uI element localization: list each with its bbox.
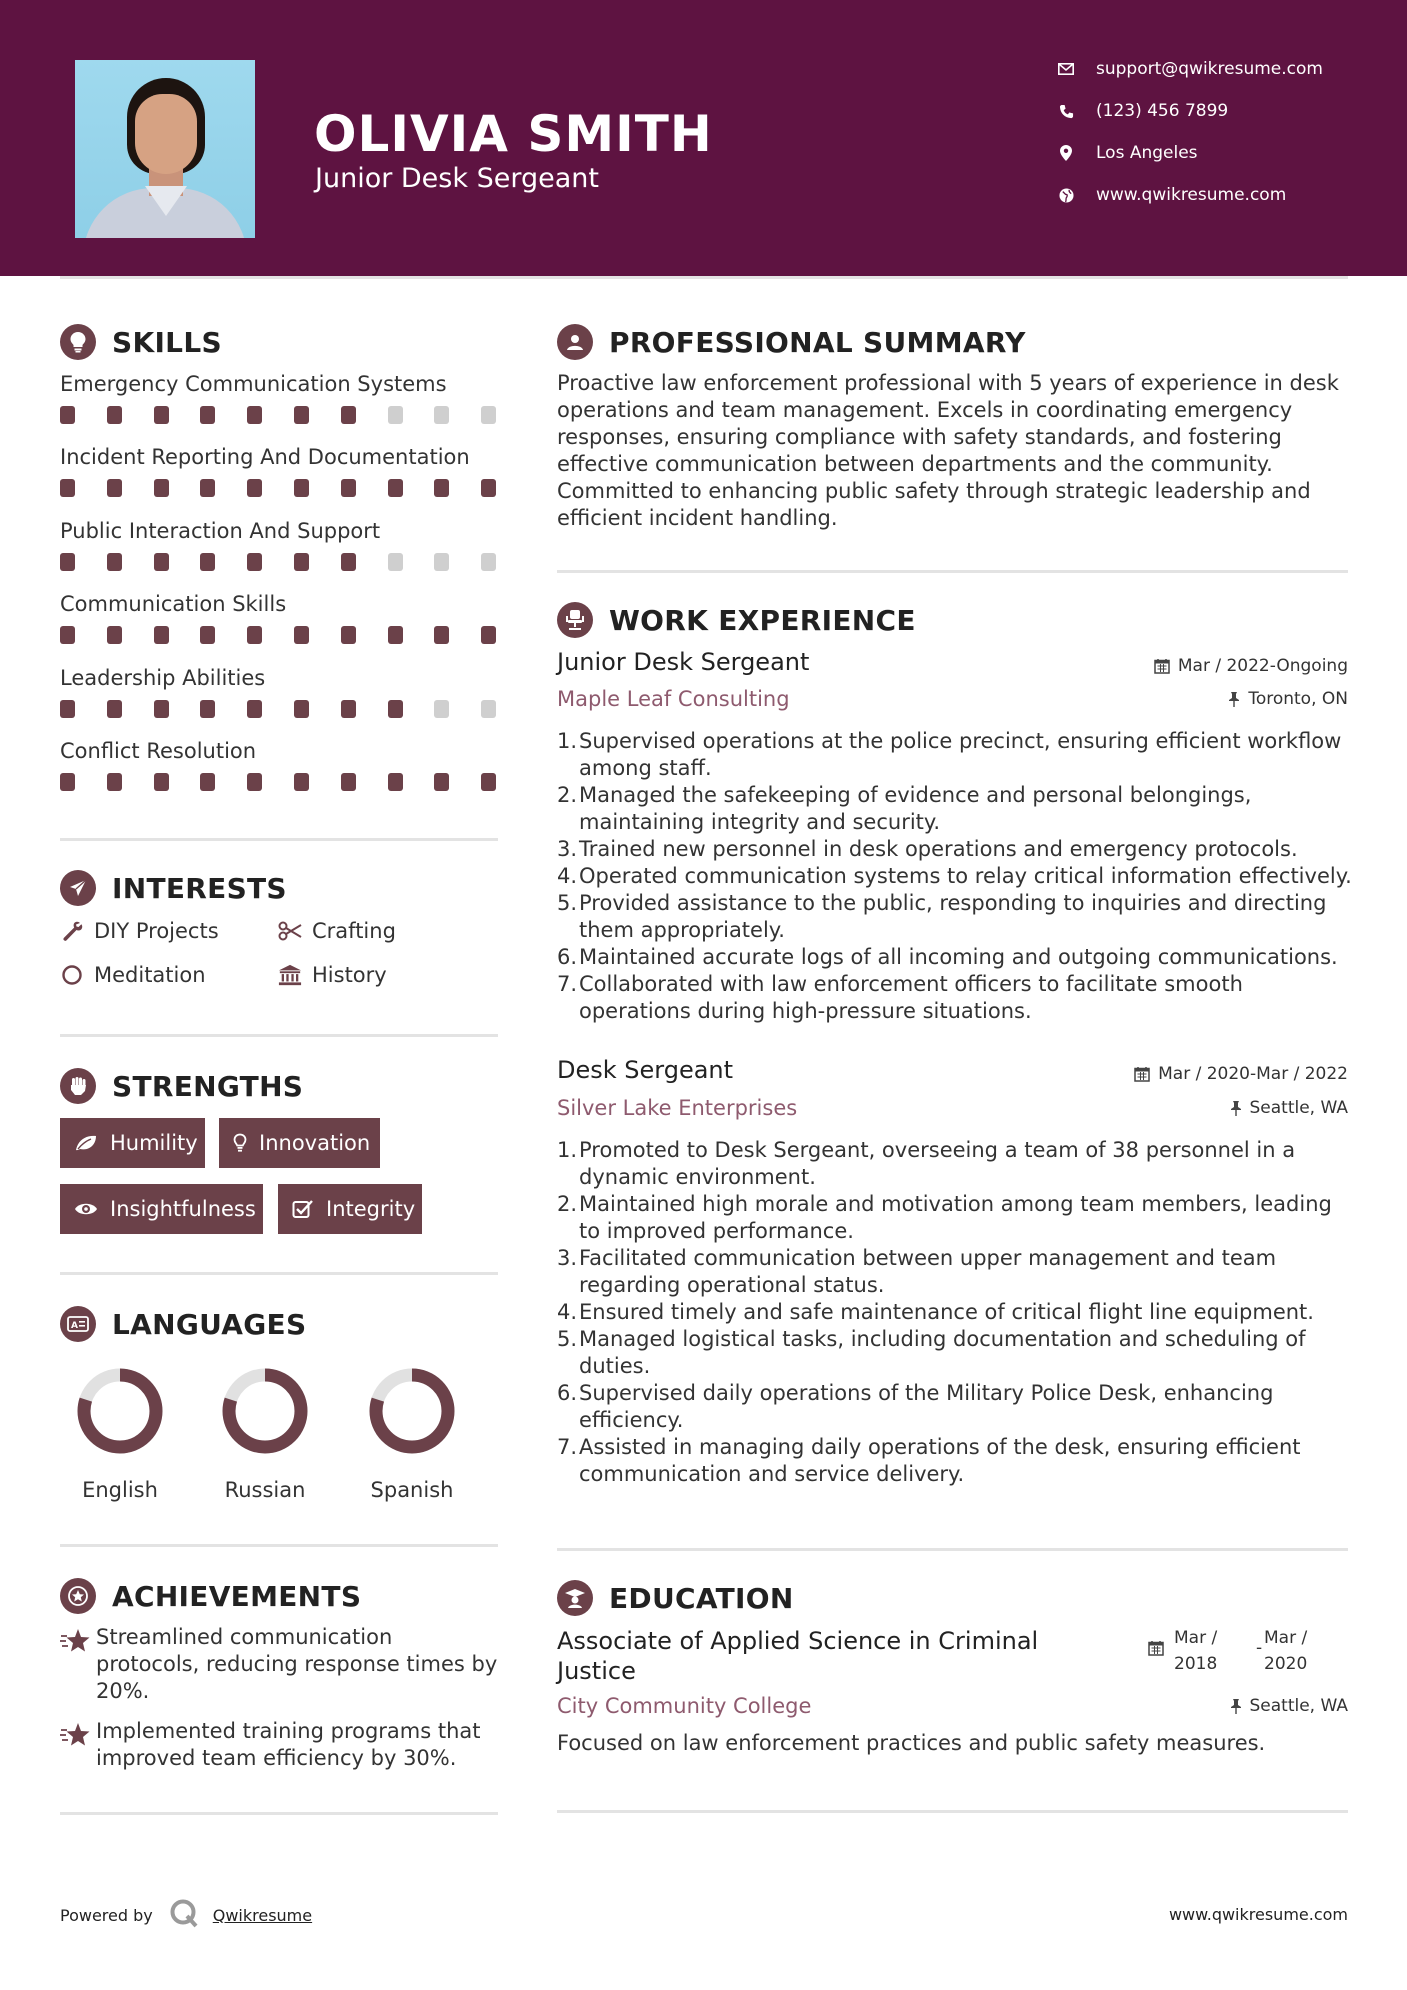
job-duty-item	[557, 1245, 1357, 1299]
education-degree-line: Justice	[557, 1657, 636, 1685]
star-icon	[60, 1718, 96, 1772]
achievements-divider	[60, 1812, 498, 1815]
job-company: Silver Lake Enterprises	[557, 1096, 798, 1120]
svg-text:A: A	[71, 1321, 78, 1331]
job-duty-text: Maintained high morale and motivation among team members, leading to improved performance.	[579, 1192, 1332, 1243]
skill-dot-filled	[341, 479, 356, 497]
interests-divider	[60, 1034, 498, 1037]
job-dates	[1154, 656, 1348, 676]
job-duty-text: Facilitated communication between upper management and team regarding operational status.	[579, 1246, 1277, 1297]
star-badge-icon	[60, 1578, 96, 1614]
job-duty-item	[557, 1191, 1357, 1245]
skill-dot-filled	[247, 553, 262, 571]
skill-dot-empty	[481, 700, 496, 718]
strengths-divider	[60, 1272, 498, 1275]
candidate-title: Junior Desk Sergeant	[315, 163, 599, 194]
list-number: 7.	[557, 972, 578, 996]
skill-dot-filled	[294, 479, 309, 497]
skill-label: Leadership Abilities	[60, 666, 266, 690]
job-duty-text: Managed the safekeeping of evidence and personal belongings, maintaining integrity and security.	[579, 783, 1252, 834]
contact-website[interactable]	[1056, 180, 1386, 210]
interest-item-crafting	[278, 916, 396, 946]
job-location-text: Toronto, ON	[1248, 689, 1348, 709]
skill-dot-filled	[247, 479, 262, 497]
skill-label: Emergency Communication Systems	[60, 372, 447, 396]
skill-dot-filled	[388, 700, 403, 718]
list-number: 1.	[557, 1138, 578, 1162]
list-number: 3.	[557, 837, 578, 861]
interest-label: DIY Projects	[94, 919, 219, 943]
list-number: 4.	[557, 1300, 578, 1324]
lightbulb-icon	[233, 1133, 247, 1153]
skill-dot-filled	[154, 553, 169, 571]
strength-label: Humility	[110, 1131, 198, 1155]
calendar-icon	[1154, 658, 1170, 674]
list-number: 4.	[557, 864, 578, 888]
job-duty-text: Collaborated with law enforcement officers to facilitate smooth operations during high-pressure situations.	[579, 972, 1243, 1023]
skill-dot-filled	[60, 553, 75, 571]
job-duty-item	[557, 1299, 1357, 1326]
skill-dot-filled	[481, 479, 496, 497]
profile-photo	[75, 60, 255, 238]
skill-item	[60, 737, 500, 793]
skill-dot-filled	[200, 553, 215, 571]
job-duty-item	[557, 782, 1357, 836]
candidate-name: OLIVIA SMITH	[314, 105, 713, 163]
strength-label: Insightfulness	[110, 1197, 256, 1221]
job-company: Maple Leaf Consulting	[557, 687, 790, 711]
skill-rating	[60, 773, 500, 793]
job-duties-list	[557, 1137, 1357, 1488]
strength-chip-humility	[60, 1118, 205, 1168]
skill-rating	[60, 406, 500, 426]
skills-divider	[60, 838, 498, 841]
skill-rating	[60, 700, 500, 720]
skill-dot-filled	[294, 406, 309, 424]
job-duty-text: Provided assistance to the public, responding to inquiries and directing them appropriately.	[579, 891, 1327, 942]
skill-dot-filled	[60, 479, 75, 497]
education-start-year: 2018	[1174, 1654, 1218, 1674]
qwikresume-link[interactable]: Qwikresume	[212, 1905, 313, 1925]
education-end-month: Mar /	[1264, 1628, 1308, 1648]
job-duty-item	[557, 1326, 1357, 1380]
language-item	[200, 1366, 330, 1502]
interest-item-diy	[60, 916, 219, 946]
calendar-icon	[1134, 1066, 1150, 1082]
education-start-month: Mar /	[1174, 1628, 1218, 1648]
skill-dot-filled	[434, 773, 449, 791]
job-duty-item	[557, 1434, 1357, 1488]
language-proficiency-donut	[75, 1366, 165, 1456]
skill-dot-filled	[388, 773, 403, 791]
office-chair-icon	[557, 602, 593, 638]
experience-section-header	[557, 600, 916, 640]
education-degree-line: Associate of Applied Science in Criminal	[557, 1627, 1039, 1655]
footer-website[interactable]: www.qwikresume.com	[1168, 1905, 1348, 1924]
skills-heading: SKILLS	[112, 325, 222, 359]
experience-divider	[557, 1548, 1348, 1551]
job-duty-text: Assisted in managing daily operations of the desk, ensuring efficient communication and service delivery.	[579, 1435, 1301, 1486]
scissors-icon	[278, 921, 302, 941]
skill-dot-filled	[154, 406, 169, 424]
skill-dot-filled	[200, 773, 215, 791]
education-location-text: Seattle, WA	[1249, 1696, 1348, 1716]
contact-website-text: www.qwikresume.com	[1096, 185, 1287, 205]
skill-dot-filled	[341, 626, 356, 644]
job-duty-text: Maintained accurate logs of all incoming and outgoing communications.	[579, 945, 1338, 969]
language-item	[55, 1366, 185, 1502]
job-duty-item	[557, 890, 1357, 944]
skill-dot-filled	[481, 626, 496, 644]
strength-label: Integrity	[326, 1197, 416, 1221]
check-square-icon	[292, 1199, 314, 1219]
education-date-dash: -	[1256, 1638, 1263, 1658]
job-duty-text: Trained new personnel in desk operations and emergency protocols.	[579, 837, 1298, 861]
education-school: City Community College	[557, 1694, 812, 1718]
languages-divider	[60, 1544, 498, 1547]
skills-section-header	[60, 322, 222, 362]
skill-item	[60, 590, 500, 646]
skill-item	[60, 517, 500, 573]
job-duty-item	[557, 863, 1357, 890]
skill-dot-filled	[107, 773, 122, 791]
contact-phone-text: (123) 456 7899	[1096, 101, 1229, 121]
skill-dot-filled	[341, 700, 356, 718]
calendar-icon	[1148, 1640, 1164, 1661]
strength-label: Innovation	[259, 1131, 371, 1155]
resume-header	[0, 0, 1407, 276]
job-duty-text: Managed logistical tasks, including documentation and scheduling of duties.	[579, 1327, 1306, 1378]
education-heading: EDUCATION	[609, 1581, 794, 1615]
pushpin-icon	[1230, 1100, 1242, 1116]
skill-dot-filled	[154, 626, 169, 644]
skill-dot-empty	[481, 553, 496, 571]
job-duty-item	[557, 836, 1357, 863]
skill-dot-filled	[107, 479, 122, 497]
job-dates	[1134, 1064, 1348, 1084]
wrench-icon	[60, 920, 84, 942]
languages-heading: LANGUAGES	[112, 1307, 307, 1341]
list-number: 7.	[557, 1435, 578, 1459]
pushpin-icon	[1230, 1698, 1242, 1714]
skill-dot-filled	[247, 773, 262, 791]
skill-dot-filled	[341, 773, 356, 791]
skill-dot-filled	[60, 406, 75, 424]
summary-divider	[557, 570, 1348, 573]
skill-dot-empty	[481, 406, 496, 424]
job-location	[1230, 1098, 1349, 1118]
education-degree	[557, 1626, 1077, 1686]
achievement-item	[60, 1624, 500, 1705]
skill-dot-filled	[341, 406, 356, 424]
skill-dot-filled	[294, 626, 309, 644]
pushpin-icon	[1228, 691, 1240, 707]
language-item	[347, 1366, 477, 1502]
eye-icon	[74, 1201, 98, 1217]
skill-dot-filled	[60, 700, 75, 718]
list-number: 1.	[557, 729, 578, 753]
list-number: 6.	[557, 1381, 578, 1405]
user-icon	[557, 324, 593, 360]
education-divider	[557, 1810, 1348, 1813]
strengths-heading: STRENGTHS	[112, 1069, 304, 1103]
contact-email[interactable]	[1056, 54, 1386, 84]
skill-dot-filled	[247, 700, 262, 718]
skill-label: Incident Reporting And Documentation	[60, 445, 470, 469]
list-number: 2.	[557, 1192, 578, 1216]
contact-location-text: Los Angeles	[1096, 143, 1198, 163]
job-duty-text: Promoted to Desk Sergeant, overseeing a team of 38 personnel in a dynamic environment.	[579, 1138, 1296, 1189]
circle-icon	[60, 964, 84, 986]
skill-dot-filled	[434, 479, 449, 497]
id-card-icon	[60, 1306, 96, 1342]
skill-dot-filled	[154, 479, 169, 497]
job-location-text: Seattle, WA	[1249, 1098, 1348, 1118]
skill-dot-empty	[434, 406, 449, 424]
job-duty-item	[557, 971, 1357, 1025]
skill-dot-filled	[200, 626, 215, 644]
skill-rating	[60, 626, 500, 646]
raised-fist-icon	[60, 1068, 96, 1104]
job-duty-text: Operated communication systems to relay critical information effectively.	[579, 864, 1352, 888]
languages-section-header	[60, 1304, 306, 1344]
contact-phone[interactable]	[1056, 96, 1386, 126]
interest-label: Meditation	[94, 963, 206, 987]
footer-powered-by	[60, 1898, 312, 1932]
language-proficiency-donut	[220, 1366, 310, 1456]
skill-item	[60, 664, 500, 720]
job-duties-list	[557, 728, 1357, 1025]
language-label: English	[82, 1478, 158, 1502]
skill-dot-filled	[294, 553, 309, 571]
skill-dot-filled	[107, 553, 122, 571]
skill-dot-filled	[481, 773, 496, 791]
job-duty-item	[557, 944, 1357, 971]
summary-heading: PROFESSIONAL SUMMARY	[609, 325, 1026, 359]
job-duty-item	[557, 1380, 1357, 1434]
education-location	[1230, 1696, 1349, 1716]
language-label: Spanish	[370, 1478, 454, 1502]
achievement-item	[60, 1718, 500, 1772]
skill-dot-filled	[388, 626, 403, 644]
museum-icon	[278, 963, 302, 987]
contact-email-text: support@qwikresume.com	[1096, 59, 1323, 79]
skill-dot-filled	[154, 700, 169, 718]
achievements-heading: ACHIEVEMENTS	[112, 1579, 362, 1613]
language-label: Russian	[224, 1478, 306, 1502]
contact-location	[1056, 138, 1386, 168]
skill-dot-filled	[200, 700, 215, 718]
summary-text: Proactive law enforcement professional with 5 years of experience in desk operations and team management. Excels in coordinating emergency responses, ensuring compliance with safety standards, and fostering effective communication between departments and the community. Committed to enhancing public safety through strategic leadership and efficient incident handling.	[557, 371, 1339, 530]
skill-item	[60, 443, 500, 499]
skill-dot-filled	[154, 773, 169, 791]
map-pin-icon	[1056, 145, 1076, 161]
skill-dot-filled	[247, 406, 262, 424]
education-dates	[1148, 1628, 1348, 1678]
interests-heading: INTERESTS	[112, 871, 287, 905]
strength-chip-innovation	[219, 1118, 380, 1168]
interests-section-header	[60, 868, 287, 908]
skill-dot-filled	[341, 553, 356, 571]
list-number: 5.	[557, 891, 578, 915]
phone-icon	[1056, 104, 1076, 119]
education-end-year: 2020	[1264, 1654, 1308, 1674]
skill-dot-filled	[107, 626, 122, 644]
strength-chip-integrity	[278, 1184, 422, 1234]
list-number: 2.	[557, 783, 578, 807]
job-role: Junior Desk Sergeant	[557, 648, 810, 676]
skill-dot-filled	[434, 626, 449, 644]
skill-dot-filled	[60, 773, 75, 791]
graduate-icon	[557, 1580, 593, 1616]
powered-by-text: Powered by	[60, 1905, 153, 1925]
skill-dot-empty	[434, 553, 449, 571]
lightbulb-icon	[60, 324, 96, 360]
job-duty-text: Ensured timely and safe maintenance of critical flight line equipment.	[579, 1300, 1314, 1324]
star-icon	[60, 1624, 96, 1705]
job-dates-text: Mar / 2020-Mar / 2022	[1158, 1064, 1348, 1084]
skill-label: Conflict Resolution	[60, 739, 257, 763]
envelope-icon	[1056, 63, 1076, 75]
job-duty-text: Supervised operations at the police precinct, ensuring efficient workflow among staff.	[579, 729, 1342, 780]
skill-dot-filled	[294, 773, 309, 791]
language-proficiency-donut	[367, 1366, 457, 1456]
summary-section-header	[557, 322, 1026, 362]
skill-dot-filled	[107, 406, 122, 424]
list-number: 5.	[557, 1327, 578, 1351]
skill-dot-filled	[294, 700, 309, 718]
job-duty-item	[557, 728, 1357, 782]
skill-dot-filled	[200, 406, 215, 424]
education-section-header	[557, 1578, 794, 1618]
skill-dot-empty	[388, 406, 403, 424]
job-duty-text: Supervised daily operations of the Military Police Desk, enhancing efficiency.	[579, 1381, 1274, 1432]
achievement-text: Implemented training programs that improved team efficiency by 30%.	[96, 1719, 481, 1770]
skill-label: Public Interaction And Support	[60, 519, 381, 543]
skill-dot-filled	[200, 479, 215, 497]
list-number: 6.	[557, 945, 578, 969]
interest-item-history	[278, 960, 387, 990]
interest-label: Crafting	[312, 919, 396, 943]
job-role: Desk Sergeant	[557, 1056, 734, 1084]
skill-dot-filled	[107, 700, 122, 718]
leaf-icon	[74, 1134, 98, 1152]
experience-heading: WORK EXPERIENCE	[609, 603, 916, 637]
skill-label: Communication Skills	[60, 592, 287, 616]
skill-dot-empty	[388, 553, 403, 571]
qwikresume-logo-icon	[169, 1898, 199, 1932]
paper-plane-icon	[60, 870, 96, 906]
list-number: 3.	[557, 1246, 578, 1270]
globe-icon	[1056, 188, 1076, 203]
header-divider	[60, 276, 1348, 279]
achievements-section-header	[60, 1576, 361, 1616]
strengths-section-header	[60, 1066, 303, 1106]
job-dates-text: Mar / 2022-Ongoing	[1177, 656, 1348, 676]
skill-rating	[60, 479, 500, 499]
job-duty-item	[557, 1137, 1357, 1191]
skill-rating	[60, 553, 500, 573]
strength-chip-insightfulness	[60, 1184, 263, 1234]
job-location	[1228, 689, 1348, 709]
interest-label: History	[312, 963, 387, 987]
skill-dot-filled	[60, 626, 75, 644]
education-description: Focused on law enforcement practices and public safety measures.	[557, 1731, 1266, 1755]
skill-dot-empty	[434, 700, 449, 718]
skill-dot-filled	[388, 479, 403, 497]
skill-item	[60, 370, 500, 426]
skill-dot-filled	[247, 626, 262, 644]
achievement-text: Streamlined communication protocols, reducing response times by 20%.	[96, 1625, 498, 1703]
interest-item-meditation	[60, 960, 206, 990]
